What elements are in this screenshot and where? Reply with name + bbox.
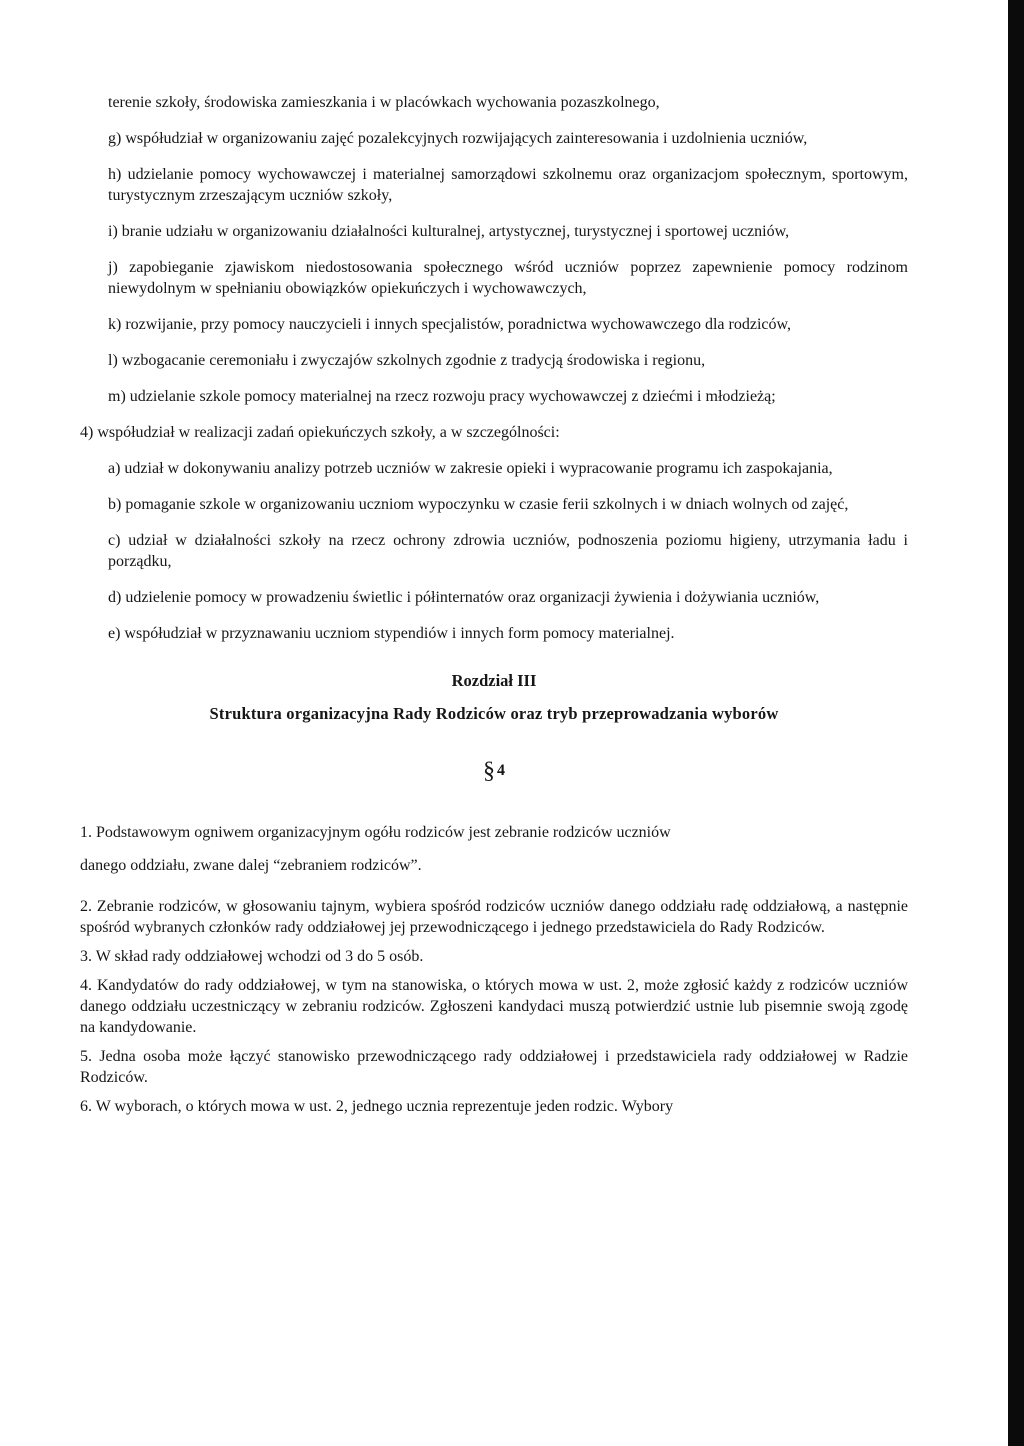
ust-item: 4. Kandydatów do rady oddziałowej, w tym na stanowiska, o których mowa w ust. 2, może zgłosić każdy z rodziców uczniów danego oddziału uczestniczący w zebraniu rodziców. Zgłoszeni kandydaci muszą potwierdzić ustnie lub pisemnie swoją zgodę na kandydowanie. [80,977,908,1036]
chapter-title: Struktura organizacyjna Rady Rodziców oraz tryb przeprowadzania wyborów [209,704,779,723]
ust-item-1-line2: danego oddziału, zwane dalej “zebraniem rodziców”. [80,857,422,874]
list-section-a [108,92,908,407]
list-item: terenie szkoły, środowiska zamieszkania i w placówkach wychowania pozaszkolnego, [108,94,660,111]
ust-item: 3. W skład rady oddziałowej wchodzi od 3 do 5 osób. [80,948,424,965]
list-section-b [108,458,908,644]
list-item: i) branie udziału w organizowaniu działalności kulturalnej, artystycznej, turystycznej i sportowej uczniów, [108,223,790,240]
list-item: d) udzielenie pomocy w prowadzeniu świetlic i półinternatów oraz organizacji żywienia i dożywiania uczniów, [108,589,820,606]
ust-item: 2. Zebranie rodziców, w głosowaniu tajnym, wybiera spośród rodziców uczniów danego oddziału radę oddziałową, a następnie spośród wybranych członków rady oddziałowej jej przewodniczącego i jednego przedstawiciela do Rady Rodziców. [80,898,908,936]
list-item: g) współudział w organizowaniu zajęć pozalekcyjnych rozwijających zainteresowania i uzdolnienia uczniów, [108,130,808,147]
list-item: e) współudział w przyznawaniu uczniom stypendiów i innych form pomocy materialnej. [108,625,675,642]
paragraph-number: 4 [497,762,505,779]
list-item: m) udzielanie szkole pomocy materialnej na rzecz rozwoju pracy wychowawczej z dziećmi i młodzieżą; [108,388,776,405]
list-item: j) zapobieganie zjawiskom niedostosowania społecznego wśród uczniów poprzez zapewnienie pomocy rodzinom niewydolnym w spełnianiu obowiązków opiekuńczych i wychowawczych, [108,259,908,297]
scan-edge-bar [1006,0,1024,1446]
document-page [80,92,908,1117]
point-4: 4) współudział w realizacji zadań opiekuńczych szkoły, a w szczególności: [80,424,560,441]
ust-item-1-line1: 1. Podstawowym ogniwem organizacyjnym ogółu rodziców jest zebranie rodziców uczniów [80,824,671,841]
paragraph-heading [80,760,908,782]
list-item: c) udział w działalności szkoły na rzecz ochrony zdrowia uczniów, podnoszenia poziomu higieny, utrzymania ładu i porządku, [108,532,908,570]
ust-item: 6. W wyborach, o których mowa w ust. 2, jednego ucznia reprezentuje jeden rodzic. Wybory [80,1098,674,1115]
list-item: h) udzielanie pomocy wychowawczej i materialnej samorządowi szkolnemu oraz organizacjom społecznym, sportowym, turystycznym zrzeszającym uczniów szkoły, [108,166,908,204]
scan-edge-gap [1005,0,1008,1446]
ust-item: 5. Jedna osoba może łączyć stanowisko przewodniczącego rady oddziałowej i przedstawiciela rady oddziałowej w Radzie Rodziców. [80,1048,908,1086]
list-item: l) wzbogacanie ceremoniału i zwyczajów szkolnych zgodnie z tradycją środowiska i regionu, [108,352,706,369]
ust-list [80,822,908,1117]
list-item: a) udział w dokonywaniu analizy potrzeb uczniów w zakresie opieki i wypracowanie programu ich zaspokajania, [108,460,833,477]
paragraph-symbol: § [483,758,495,784]
list-item: k) rozwijanie, przy pomocy nauczycieli i innych specjalistów, poradnictwa wychowawczego dla rodziców, [108,316,792,333]
list-item: b) pomaganie szkole w organizowaniu uczniom wypoczynku w czasie ferii szkolnych i w dniach wolnych od zajęć, [108,496,849,513]
chapter-number: Rozdział III [451,671,537,690]
